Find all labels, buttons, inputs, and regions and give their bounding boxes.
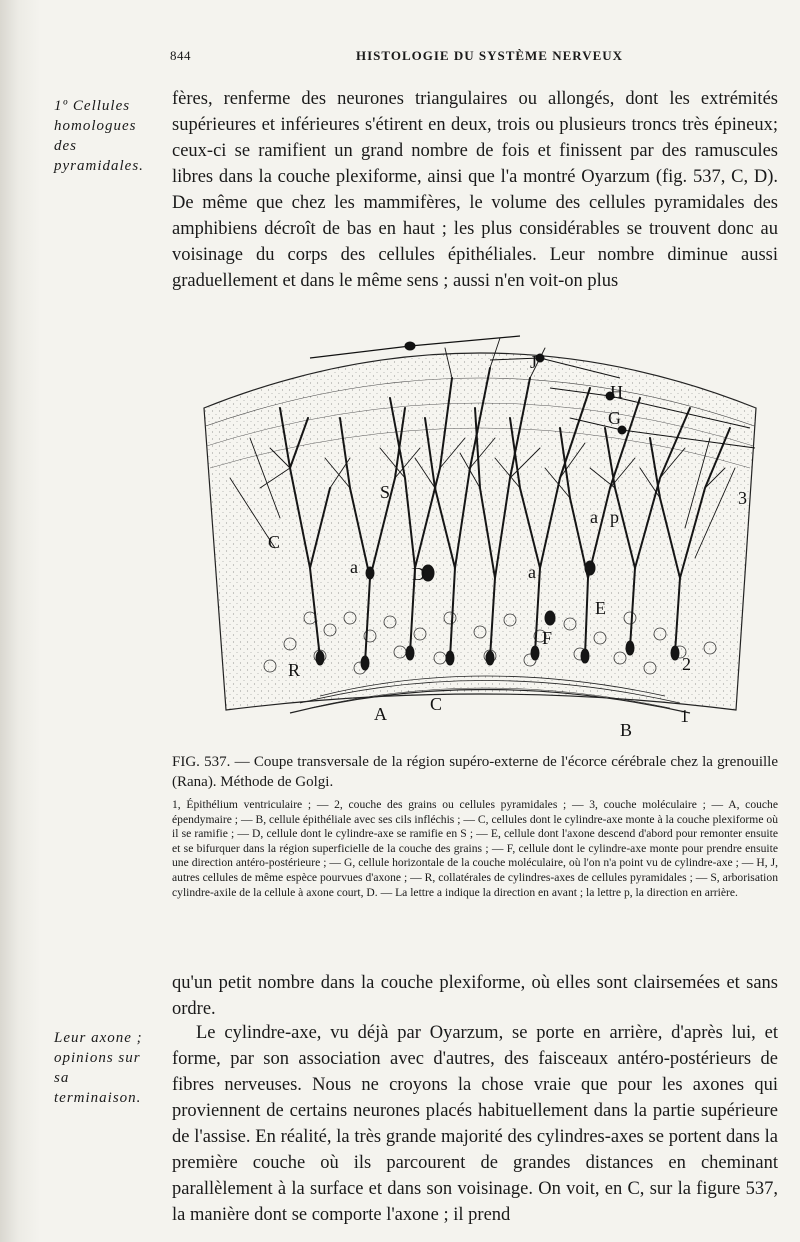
label-C-upper: C <box>268 532 281 552</box>
figure-537 <box>190 318 770 738</box>
label-3: 3 <box>738 488 747 508</box>
label-S: S <box>380 482 391 502</box>
label-B: B <box>620 720 633 738</box>
label-G: G <box>608 408 621 428</box>
running-title: HISTOLOGIE DU SYSTÈME NERVEUX <box>356 48 624 63</box>
figure-caption-title: FIG. 537. — Coupe transversale de la région supéro-externe de l'écorce cérébrale chez la grenouille (Rana). Méthode de Golgi. <box>172 754 778 790</box>
label-R: R <box>288 660 301 680</box>
label-1: 1 <box>680 706 689 726</box>
label-a-right: a <box>590 507 598 527</box>
label-J: J <box>530 352 538 372</box>
margin-note-axon-opinions: Leur axone ; opinions sur sa terminaison. <box>54 1030 143 1106</box>
paragraph-axon <box>172 1020 778 1228</box>
label-a: a <box>350 557 358 577</box>
label-F: F <box>542 628 553 648</box>
molecular-layer-texture <box>190 318 770 738</box>
page-number: 844 <box>170 48 191 63</box>
paragraph-axon-text: Le cylindre-axe, vu déjà par Oyarzum, se porte en arrière, d'après lui, et forme, par son association avec d'autres, des faisceaux antéro-postérieurs de fibres nerveuses. Nous ne croyons la chose vraie que pour les axones qui proviennent de certains neurones placés habituellement dans la partie supérieure de l'assise. En réalité, la très grande majorité des cylindres-axes se portent dans la première couche où ils parcourent de grandes distances en cheminant parallèlement à la surface et dans son voisinage. On voit, en C, sur la figure 537, la manière dont se comporte l'axone ; il prend <box>172 1023 778 1225</box>
paragraph-top <box>172 86 778 294</box>
label-H: H <box>610 382 623 402</box>
page-header <box>0 48 800 68</box>
label-2: 2 <box>682 654 691 674</box>
figure-caption-legend <box>172 798 778 900</box>
paragraph-after-figure-text: qu'un petit nombre dans la couche plexiforme, où elles sont clairsemées et sans ordre. <box>172 973 778 1019</box>
label-E: E <box>595 598 606 618</box>
label-D: D <box>412 564 425 584</box>
label-p: p <box>610 507 619 527</box>
margin-note-homologous-cells: 1º Cellules homologues des pyramidales. <box>54 98 144 174</box>
paragraph-after-figure <box>172 970 778 1022</box>
golgi-section-drawing <box>190 318 770 738</box>
label-C: C <box>430 694 443 714</box>
label-a-center: a <box>528 562 536 582</box>
paragraph-top-text: fères, renferme des neurones triangulaires ou allongés, dont les extrémités supérieures et inférieures s'étirent en deux, trois ou plusieurs troncs très épineux; ceux-ci se ramifient un grand nombre de fois et finissent par des ramuscules libres dans la couche plexiforme, ainsi que l'a montré Oyarzum (fig. 537, C, D). De même que chez les mammifères, le volume des cellules pyramidales des amphibiens décroît de bas en haut ; les plus considérables se trouvent donc au voisinage du corps des cellules épithéliales. Leur nombre diminue aussi graduellement et dans le même sens ; aussi n'en voit-on plus <box>172 89 778 291</box>
label-A: A <box>374 704 387 724</box>
figure-caption-legend-text: 1, Épithélium ventriculaire ; — 2, couche des grains ou cellules pyramidales ; — 3, couche moléculaire ; — A, couche épendymaire ; — B, cellule épithéliale avec ses cils infléchis ; — C, cellules dont le cylindre-axe monte à la couche plexiforme où il se ramifie ; — D, cellule dont le cylindre-axe se ramifie en S ; — E, cellule dont l'axone descend d'abord pour remonter ensuite et se bifurquer dans la région superficielle de la couche des grains ; — F, cellule dont le cylindre-axe monte pour prendre ensuite une direction antéro-postérieure ; — G, cellule horizontale de la couche moléculaire, où l'on n'a point vu de cylindre-axe ; — H, J, autres cellules de même espèce pourvues d'axone ; — R, collatérales de cylindres-axes de cellules pyramidales ; — S, arborisation cylindre-axile de la cellule à axone court, D. — La lettre a indique la direction en avant ; la lettre p, la direction en arrière. <box>172 798 778 899</box>
